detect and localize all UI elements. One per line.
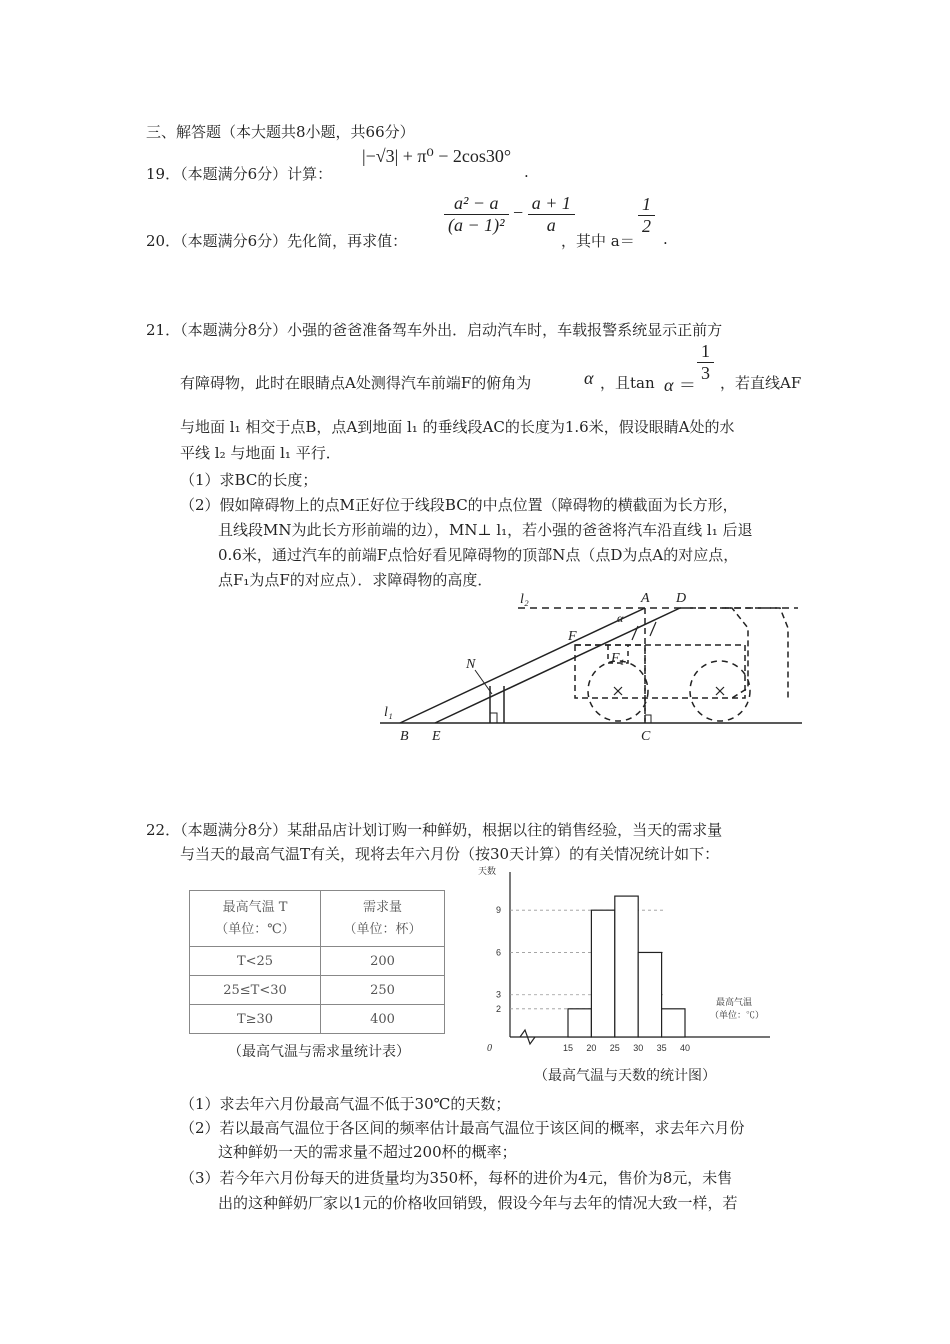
label-f1: F₁ (611, 651, 625, 666)
label-alpha: α (617, 611, 624, 625)
q22-sub1: （1）求去年六月份最高气温不低于30℃的天数； (180, 1095, 511, 1113)
q21-line2a: 有障碍物，此时在眼睛点A处测得汽车前端F的俯角为 (180, 374, 532, 392)
q21-tan-value: $\frac{1}{3}$ (697, 341, 714, 384)
x-tick-label: 15 (563, 1043, 574, 1053)
table-header-demand: 需求量 （单位：杯） (321, 891, 445, 947)
section-heading: 三、解答题（本大题共8小题，共66分） (146, 123, 415, 141)
q21-sub2-line1: （2）假如障碍物上的点M正好位于线段BC的中点位置（障碍物的横截面为长方形， (180, 496, 738, 514)
sight-line-ab (400, 608, 645, 723)
label-e: E (432, 729, 441, 744)
q19-expression: |−√3| + π⁰ − 2cos30° (362, 146, 512, 166)
histogram-bar-25-30 (615, 896, 638, 1037)
x-axis-label-1: 最高气温 (716, 997, 753, 1007)
c-right-angle (645, 715, 651, 723)
table-row: T≥30 400 (190, 1005, 445, 1034)
label-n: N (466, 657, 476, 672)
car-front-dashed (575, 645, 645, 723)
q19-period: . (524, 163, 529, 181)
histogram-bar-20-25 (591, 910, 614, 1037)
q22-sub3-line2: 出的这种鲜奶厂家以1元的价格收回销毁，假设今年与去年的情况大致一样，若 (218, 1194, 738, 1212)
label-f: F (568, 629, 577, 644)
q22-sub2-line1: （2）若以最高气温位于各区间的频率估计最高气温位于该区间的概率，求去年六月份 (180, 1119, 745, 1137)
origin-label: 0 (487, 1043, 492, 1054)
q21-sub2-line3: 0.6米，通过汽车的前端F点恰好看见障碍物的顶部N点（点D为点A的对应点， (218, 546, 739, 564)
label-d: D (676, 591, 687, 606)
x-tick-label: 25 (609, 1043, 620, 1053)
histogram-bar-30-35 (638, 952, 661, 1037)
right-angle-mark (490, 713, 497, 723)
x-tick-label: 35 (656, 1043, 667, 1053)
temperature-demand-table (189, 890, 445, 1034)
q20-prefix: 20．（本题满分6分）先化简，再求值： (146, 232, 408, 250)
q21-line3: 与地面 l₁ 相交于点B，点A到地面 l₁ 的垂线段AC的长度为1.6米，假设眼睛A处的水 (180, 418, 735, 436)
q21-sub1: （1）求BC的长度； (180, 471, 318, 489)
y-tick-label: 2 (496, 1003, 502, 1014)
q20-fraction-1: $\frac{\text{a² − a}}{\text{(a − 1)²}}$ (444, 193, 509, 236)
q20-period: . (663, 230, 668, 248)
y-tick-label: 9 (496, 905, 502, 916)
q22-line2: 与当天的最高气温T有关，现将去年六月份（按30天计算）的有关情况统计如下： (180, 845, 720, 863)
q20-value: $\frac{1}{2}$ (638, 194, 655, 237)
table-caption: （最高气温与需求量统计表） (228, 1044, 410, 1060)
n-pointer (475, 670, 492, 694)
temperature-days-histogram (470, 862, 780, 1060)
q22-line1: 22．（本题满分8分）某甜品店计划订购一种鲜奶，根据以往的销售经验，当天的需求量 (146, 821, 723, 839)
y-axis-label: 天数 (478, 866, 497, 876)
label-b: B (400, 729, 409, 744)
table-row: T<25 200 (190, 947, 445, 976)
q21-line2b: ，且tan (600, 374, 655, 392)
q21-sub2-line4: 点F₁为点F的对应点）．求障碍物的高度． (218, 571, 493, 589)
q21-sub2-line2: 且线段MN为此长方形前端的边），MN⊥ l₁，若小强的爸爸将汽车沿直线 l₁ 后退 (218, 521, 753, 539)
x-tick-label: 40 (680, 1043, 691, 1053)
y-tick-label: 3 (496, 989, 502, 1000)
x-axis-label-2: （单位：℃） (710, 1010, 765, 1020)
q20-fraction-2: $\frac{a + 1}{a}$ (528, 193, 575, 236)
q21-line1: 21．（本题满分8分）小强的爸爸准备驾车外出．启动汽车时，车载报警系统显示正前方 (146, 321, 723, 339)
chart-caption: （最高气温与天数的统计图） (534, 1068, 716, 1084)
car-roof-shifted (725, 608, 788, 698)
q20-condition: ，其中 a＝ (561, 232, 635, 250)
table-header-temp: 最高气温 T （单位：℃） (190, 891, 321, 947)
q19-prefix: 19．（本题满分6分）计算： (146, 165, 333, 183)
histogram-bar-35-40 (662, 1009, 685, 1037)
q21-alpha-eq: α ＝ (664, 375, 696, 396)
q22-sub3-line1: （3）若今年六月份每天的进货量均为350杯，每杯的进价为4元，售价为8元，未售 (180, 1169, 733, 1187)
histogram-bar-15-20 (568, 1009, 591, 1037)
q20-expression: $\frac{\text{a² − a}}{\text{(a − 1)²}}$ − $\frac{a + 1}{a}$ (444, 193, 575, 236)
label-l1: l₁ (384, 705, 393, 720)
q22-sub2-line2: 这种鲜奶一天的需求量不超过200杯的概率； (218, 1143, 517, 1161)
label-l2: l₂ (520, 592, 529, 607)
q21-alpha: α (584, 368, 594, 388)
y-tick-label: 6 (496, 947, 502, 958)
label-a: A (641, 591, 650, 606)
q21-line4: 平线 l₂ 与地面 l₁ 平行． (180, 444, 341, 462)
x-tick-label: 20 (586, 1043, 597, 1053)
x-tick-label: 30 (633, 1043, 644, 1053)
table-row: 25≤T<30 250 (190, 976, 445, 1005)
q21-line2c: ，若直线AF (720, 374, 802, 392)
label-c: C (641, 729, 651, 744)
car-obstacle-diagram (370, 588, 820, 748)
